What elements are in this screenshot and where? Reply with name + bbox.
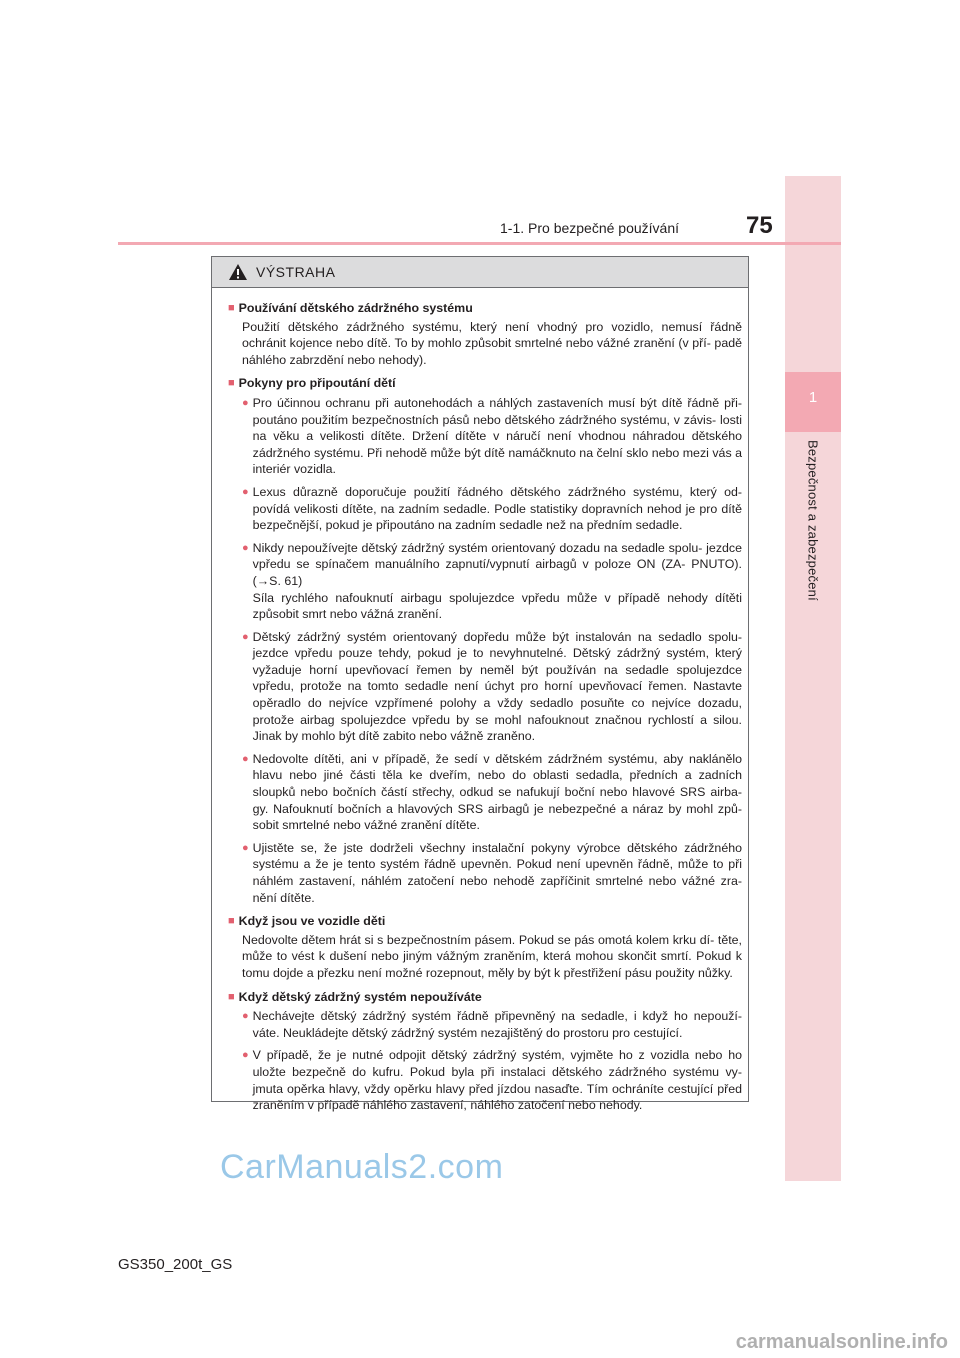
- circle-bullet-icon: ●: [242, 630, 249, 643]
- chapter-side-strip: [785, 176, 841, 1181]
- bullet-text: Dětský zádržný systém orientovaný dopředu může být instalován na sedadlo spolu- jezdce vpředu pouze tehdy, pokud je to nevyhnutelné. Dětský zádržný systém, který vyžaduje horní upevňovací řemen by neměl být používán na sedadle spolujezdce vpředu, protože na tomto sedadle není úchyt pro horní upevňovací řemen. Nastavte opěradlo do nejvíce vzpřímené polohy a vždy sedadlo posuňte co nejvíce dozadu, protože airbag spolujezdce vpředu by se mohl nafouknout značnou rychlostí a silou. Jinak by mohlo být dítě zabito nebo vážně zraněno.: [252, 629, 742, 744]
- warning-box: [211, 256, 749, 1113]
- bullet-item: [228, 1047, 742, 1113]
- section-title: 1-1. Pro bezpečné používání: [500, 220, 680, 236]
- section-paragraph: Použití dětského zádržného systému, který není vhodný pro vozidlo, nemusí řádně ochránit kojence nebo dítě. To by mohlo způsobit smrtelné nebo vážné zranění (v pří- padě náhlého zabrzdění nebo nehody).: [242, 319, 742, 367]
- chapter-number-tab: [785, 372, 841, 432]
- section-title-text: Když jsou ve vozidle děti: [238, 914, 386, 929]
- warning-section: [228, 989, 742, 1114]
- header-divider: [118, 242, 841, 245]
- bullet-item: [228, 484, 742, 534]
- bullet-item: [228, 840, 742, 906]
- bullet-text: Nikdy nepoužívejte dětský zádržný systém orientovaný dozadu na sedadle spolu- jezdce vpředu se spínačem manuálního zapnutí/vypnutí airbagů v poloze ON (ZA- PNUTO). (→S. 61) Síla rychlého nafouknutí airbagu spolujezdce vpředu může v případě nehody dítěti způsobit smrt nebo vážná zranění.: [252, 540, 742, 622]
- bullet-text: Nedovolte dítěti, ani v případě, že sedí v dětském zádržném systému, aby naklánělo hlavu nebo jiné části těla ke dveřím, nebo do oblasti sedadla, předních a zadních sloupků nebo bočních částí střechy, odkud se nafukují boční nebo hlavové SRS airba- gy. Nafouknutí bočních a hlavových SRS airbagů je nebezpečné a náraz by mohl způ- sobit smrtelné nebo vážné zranění dítěte.: [252, 751, 742, 833]
- model-code: GS350_200t_GS: [118, 1256, 233, 1273]
- square-bullet-icon: ■: [228, 915, 235, 928]
- bullet-text: Pro účinnou ochranu při autonehodách a náhlých zastaveních musí být dítě řádně při- poutáno použitím bezpečnostních pásů nebo dětského zádržného systému, v závis- losti na věku a velikosti dítěte. Držení dítěte v náručí není vhodnou náhradou dětského zádržného systému. Při nehodě může být dítě namáčknuto na čelní sklo nebo mezi vás a interiér vozidla.: [252, 395, 742, 477]
- page-number: 75: [746, 212, 773, 239]
- square-bullet-icon: ■: [228, 990, 235, 1003]
- circle-bullet-icon: ●: [242, 396, 249, 409]
- warning-section: [228, 375, 742, 906]
- chapter-number: 1: [808, 389, 818, 406]
- circle-bullet-icon: ●: [242, 541, 249, 554]
- warning-section: [228, 300, 742, 368]
- bullet-item: [228, 1008, 742, 1041]
- section-title-text: Pokyny pro připoutání dětí: [238, 376, 396, 391]
- watermark-logo: CarManuals2.com: [220, 1148, 504, 1186]
- circle-bullet-icon: ●: [242, 1049, 249, 1062]
- footer-site-watermark: carmanualsonline.info: [735, 1331, 948, 1353]
- warning-body: [212, 288, 748, 1114]
- warning-title: VÝSTRAHA: [256, 264, 336, 280]
- chapter-title: Bezpečnost a zabezpečení: [805, 440, 821, 601]
- warning-section-title: [228, 913, 742, 930]
- circle-bullet-icon: ●: [242, 1010, 249, 1023]
- warning-triangle-icon: [228, 263, 248, 281]
- circle-bullet-icon: ●: [242, 841, 249, 854]
- bullet-item: [228, 540, 742, 623]
- bullet-item: [228, 751, 742, 834]
- bullet-text: V případě, že je nutné odpojit dětský zádržný systém, vyjměte ho z vozidla nebo ho uložte bezpečně do kufru. Pokud byla při instalaci dětského zádržného systému vy- jmuta opěrka hlavy, vždy opěrku hlavy před jízdou nasaďte. Tím ochráníte cestující před zraněním v případě náhlého zastavení, náhlého zatočení nebo nehody.: [252, 1048, 742, 1113]
- bullet-text: Lexus důrazně doporučuje použití řádného dětského zádržného systému, který od- povídá velikosti dítěte, na zadním sedadle. Podle statistiky dopravních nehod je pro dítě bezpečnější, pokud je připoutáno na zadním sedadle než na předním sedadle.: [252, 484, 742, 533]
- chapter-title-tab: [785, 440, 841, 620]
- circle-bullet-icon: ●: [242, 485, 249, 498]
- warning-section-title: [228, 300, 742, 317]
- bullet-text: Nechávejte dětský zádržný systém řádně připevněný na sedadle, i když ho nepouží- váte. Neukládejte dětský zádržný systém nezajištěný do prostoru pro cestující.: [252, 1009, 742, 1040]
- section-paragraph: Nedovolte dětem hrát si s bezpečnostním pásem. Pokud se pás omotá kolem krku dí- těte, může to vést k dušení nebo jiným vážným zraněním, která mohou skončit smrtí. Pokud k tomu dojde a přezku není možné rozepnout, měly by být k přestřižení pásu použity nůžky.: [242, 932, 742, 980]
- warning-section-title: [228, 375, 742, 392]
- square-bullet-icon: ■: [228, 302, 235, 314]
- square-bullet-icon: ■: [228, 377, 235, 390]
- bullet-item: [228, 395, 742, 478]
- warning-header: [212, 257, 748, 288]
- circle-bullet-icon: ●: [242, 752, 249, 765]
- warning-section: [228, 913, 742, 981]
- warning-section-title: [228, 989, 742, 1006]
- bullet-text: Ujistěte se, že jste dodrželi všechny instalační pokyny výrobce dětského zádržného systému a že je tento systém řádně upevněn. Pokud není upevněn řádně, může to při náhlém zastavení, náhlém zatočení nebo nehodě zapříčinit smrtelné nebo vážné zra- nění dítěte.: [252, 840, 742, 905]
- section-title-text: Když dětský zádržný systém nepoužíváte: [238, 989, 482, 1004]
- section-title-text: Používání dětského zádržného systému: [238, 301, 473, 315]
- bullet-item: [228, 629, 742, 745]
